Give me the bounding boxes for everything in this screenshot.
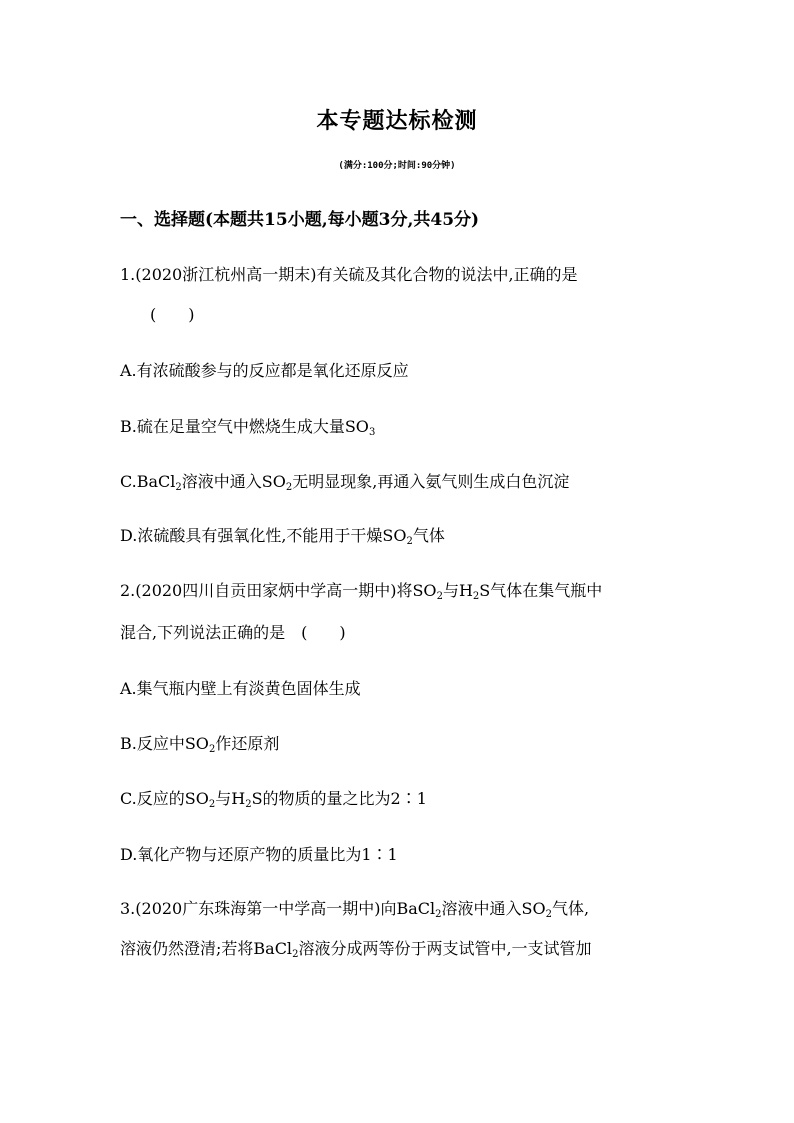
subscript: 2 xyxy=(472,591,480,602)
q1-option-d-text: D.浓硫酸具有强氧化性,不能用于干燥SO xyxy=(120,526,407,545)
section-heading: 一、选择题(本题共15小题,每小题3分,共45分) xyxy=(120,210,480,230)
q3-stem-text: 溶液仍然澄清;若将BaCl xyxy=(120,939,293,958)
q1-stem: 1.(2020浙江杭州高一期末)有关硫及其化合物的说法中,正确的是 xyxy=(120,265,578,284)
subscript: 2 xyxy=(406,536,413,547)
q2-stem-text: 与H xyxy=(442,581,473,600)
q2-stem-line2: 混合,下列说法正确的是 ( ) xyxy=(120,623,346,642)
subscript: 2 xyxy=(285,482,293,493)
subscript: 2 xyxy=(545,909,552,920)
q1-answer-blank: ( ) xyxy=(150,305,195,324)
q1-option-c xyxy=(120,469,569,492)
q1-option-d-text: 气体 xyxy=(412,526,445,545)
q2-option-c-text: C.反应的SO xyxy=(120,789,209,808)
subscript: 3 xyxy=(368,427,376,438)
q2-stem-line1 xyxy=(120,578,602,601)
q3-stem-text: 3.(2020广东珠海第一中学高一期中)向BaCl xyxy=(120,899,436,918)
score-time-note: (满分:100分;时间:90分钟) xyxy=(338,161,456,171)
q1-option-b-text: B.硫在足量空气中燃烧生成大量SO xyxy=(120,417,369,436)
q2-option-a: A.集气瓶内壁上有淡黄色固体生成 xyxy=(120,679,361,698)
q2-option-c xyxy=(120,786,427,809)
q1-option-c-text: 溶液中通入SO xyxy=(181,472,286,491)
subscript: 2 xyxy=(292,949,299,960)
q1-option-c-text: 无明显现象,再通入氨气则生成白色沉淀 xyxy=(292,472,570,491)
page-title: 本专题达标检测 xyxy=(316,108,478,134)
q2-option-b-text: B.反应中SO xyxy=(120,734,209,753)
q1-option-b xyxy=(120,414,375,437)
subscript: 2 xyxy=(175,482,182,493)
q3-stem-line1 xyxy=(120,896,589,919)
q2-stem-text: S气体在集气瓶中 xyxy=(479,581,603,600)
q2-option-b-text: 作还原剂 xyxy=(215,734,280,753)
q1-option-a: A.有浓硫酸参与的反应都是氧化还原反应 xyxy=(120,361,409,380)
q2-stem-text: 2.(2020四川自贡田家炳中学高一期中)将SO xyxy=(120,581,437,600)
q2-option-c-text: 与H xyxy=(215,789,246,808)
q1-option-c-text: C.BaCl xyxy=(120,472,176,491)
q3-stem-text: 气体, xyxy=(551,899,590,918)
subscript: 2 xyxy=(245,799,252,810)
q3-stem-text: 溶液中通入SO xyxy=(441,899,546,918)
subscript: 2 xyxy=(436,591,443,602)
q3-stem-line2 xyxy=(120,936,592,959)
subscript: 2 xyxy=(435,909,442,920)
q2-option-b xyxy=(120,731,279,754)
q1-option-d xyxy=(120,523,445,546)
subscript: 2 xyxy=(208,744,216,755)
q3-stem-text: 溶液分成两等份于两支试管中,一支试管加 xyxy=(298,939,592,958)
q2-option-c-text: S的物质的量之比为2∶1 xyxy=(251,789,427,808)
q2-option-d: D.氧化产物与还原产物的质量比为1∶1 xyxy=(120,845,398,864)
subscript: 2 xyxy=(208,799,216,810)
